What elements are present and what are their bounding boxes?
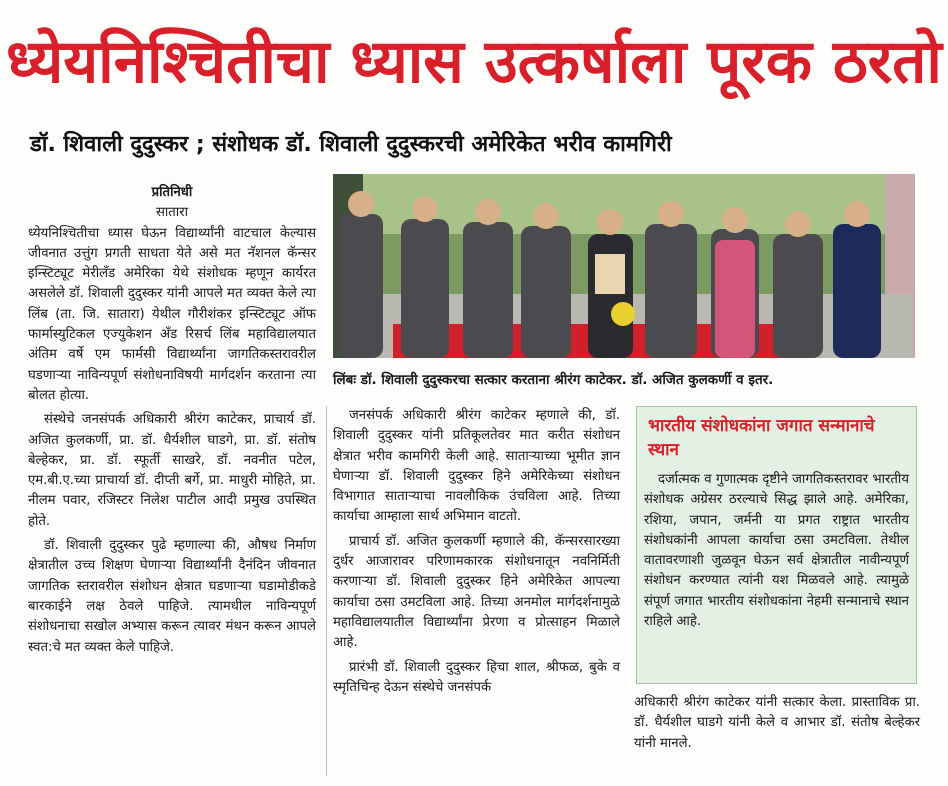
paragraph: जनसंपर्क अधिकारी श्रीरंग काटेकर म्हणाले की, डॉ. शिवाली दुदुस्कर यांनी प्रतिकूलतेवर मात करीत संशोधन क्षेत्रात भरीव कामगिरी केली आहे. साताऱ्याच्या भूमीत ज्ञान घेणाऱ्या डॉ. शिवाली दुदुस्कर हिने अमेरिकेच्या संशोधन विभागात साताऱ्याचा नावलौकिक उंचविला आहे. तिच्या कार्याचा आम्हाला सार्थ अभिमान वाटतो. (333, 408, 620, 525)
paragraph: दर्जात्मक व गुणात्मक दृष्टीने जागतिकस्तरावर भारतीय संशोधक अग्रेसर ठरल्याचे सिद्ध झाले आहे. अमेरिका, रशिया, जपान, जर्मनी या प्रगत राष्ट्रात भारतीय संशोधकांनी आपला कार्याचा ठसा उमटविला. तेथील वातावरणाशी जुळवून घेऊन सर्व क्षेत्रातील नावीन्यपूर्ण संशोधन करण्यात त्यांनी यश मिळवले आहे. त्यामुळे संपूर्ण जगात भारतीय संशोधकांना नेहमी सन्मानाचे स्थान राहिले आहे. (644, 472, 909, 630)
paragraph: अधिकारी श्रीरंग काटेकर यांनी सत्कार केला. प्रास्ताविक प्रा. डॉ. धैर्यशील घाडगे यांनी केले व आभार डॉ. संतोष बेल्हेकर यांनी मानले. (634, 695, 920, 751)
subheadline: डॉ. शिवाली दुदुस्कर ; संशोधक डॉ. शिवाली दुदुस्करची अमेरिकेत भरीव कामगिरी (30, 132, 672, 157)
headline: ध्येयनिश्चितीचा ध्यास उत्कर्षाला पूरक ठरतो (6, 27, 942, 97)
byline: प्रतिनिधी (151, 185, 193, 200)
article-column-2 (333, 406, 620, 702)
article-column-3 (634, 693, 920, 758)
sidebar-box-body (644, 470, 909, 632)
column-divider (326, 406, 327, 776)
sidebar-box-title: भारतीय संशोधकांना जगात सन्मानाचे स्थान (648, 416, 875, 460)
paragraph: प्रारंभी डॉ. शिवाली दुदुस्कर हिचा शाल, श्रीफळ, बुके व स्मृतिचिन्ह देऊन संस्थेचे जनसंपर्क (333, 659, 620, 695)
photo-illustration (333, 174, 915, 358)
paragraph: संस्थेचे जनसंपर्क अधिकारी श्रीरंग काटेकर, प्राचार्य डॉ. अजित कुलकर्णी, प्रा. डॉ. धैर्यशील घाडगे, प्रा. डॉ. संतोष बेल्हेकर, प्रा. डॉ. स्फूर्ती साखरे, डॉ. नवनीत पटेल, एम.बी.ए.च्या प्राचार्या डॉ. दीप्ती बर्गे, प्रा. माधुरी मोहिते, प्रा. नीलम पवार, रजिस्टर निलेश पाटील आदी प्रमुख उपस्थित होते. (28, 412, 316, 529)
dateline-place: सातारा (155, 205, 189, 221)
paragraph: ध्येयनिश्चितीचा ध्यास घेऊन विद्यार्थ्यांनी वाटचाल केल्यास जीवनात उत्तुंग प्रगती साधता येते असे मत नॅशनल कॅन्सर इन्स्टिट्यूट मेरीलँड अमेरिका येथे संशोधक म्हणून कार्यरत असलेले डॉ. शिवाली दुदुस्कर यांनी आपले मत व्यक्त केले त्या लिंब (ता. जि. सातारा) येथील गौरीशंकर इन्स्टिट्यूट ऑफ फार्मास्युटिकल एज्युकेशन अँड रिसर्च लिंब महाविद्यालयात अंतिम वर्षे एम फार्मसी विद्यार्थ्यांना जागतिकस्तरावरील घडणाऱ्या नाविन्यपूर्ण संशोधनाविषयी मार्गदर्शन करताना त्या बोलत होत्या. (28, 225, 316, 403)
event-photo (333, 174, 915, 358)
photo-caption: लिंबः डॉ. शिवाली दुदुस्करचा सत्कार करताना श्रीरंग काटेकर. डॉ. अजित कुलकर्णी व इतर. (333, 372, 774, 388)
paragraph: प्राचार्य डॉ. अजित कुलकर्णी म्हणाले की, कॅन्सरसारख्या दुर्धर आजारावर परिणामकारक संशोधनातून नवनिर्मिती करणाऱ्या डॉ. शिवाली दुदुस्कर हिने अमेरिकेत आपल्या कार्याचा ठसा उमटविला आहे. तिच्या अनमोल मार्गदर्शनामुळे महाविद्यालयातील विद्यार्थ्यांना प्रेरणा व प्रोत्साहन मिळाले आहे. (333, 533, 620, 651)
paragraph: डॉ. शिवाली दुदुस्कर पुढे म्हणाल्या की, औषध निर्माण क्षेत्रातील उच्च शिक्षण घेणाऱ्या विद्यार्थ्यांनी दैनंदिन जीवनात जागतिक स्तरावरील संशोधन क्षेत्रात घडणाऱ्या घडामोडीकडे बारकाईने लक्ष ठेवले पाहिजे. त्यामधील नाविन्यपूर्ण संशोधनाचा सखोल अभ्यास करून त्यावर मंथन करून आपले स्वत:चे मत व्यक्त केले पाहिजे. (28, 538, 316, 655)
article-column-1 (28, 183, 316, 662)
